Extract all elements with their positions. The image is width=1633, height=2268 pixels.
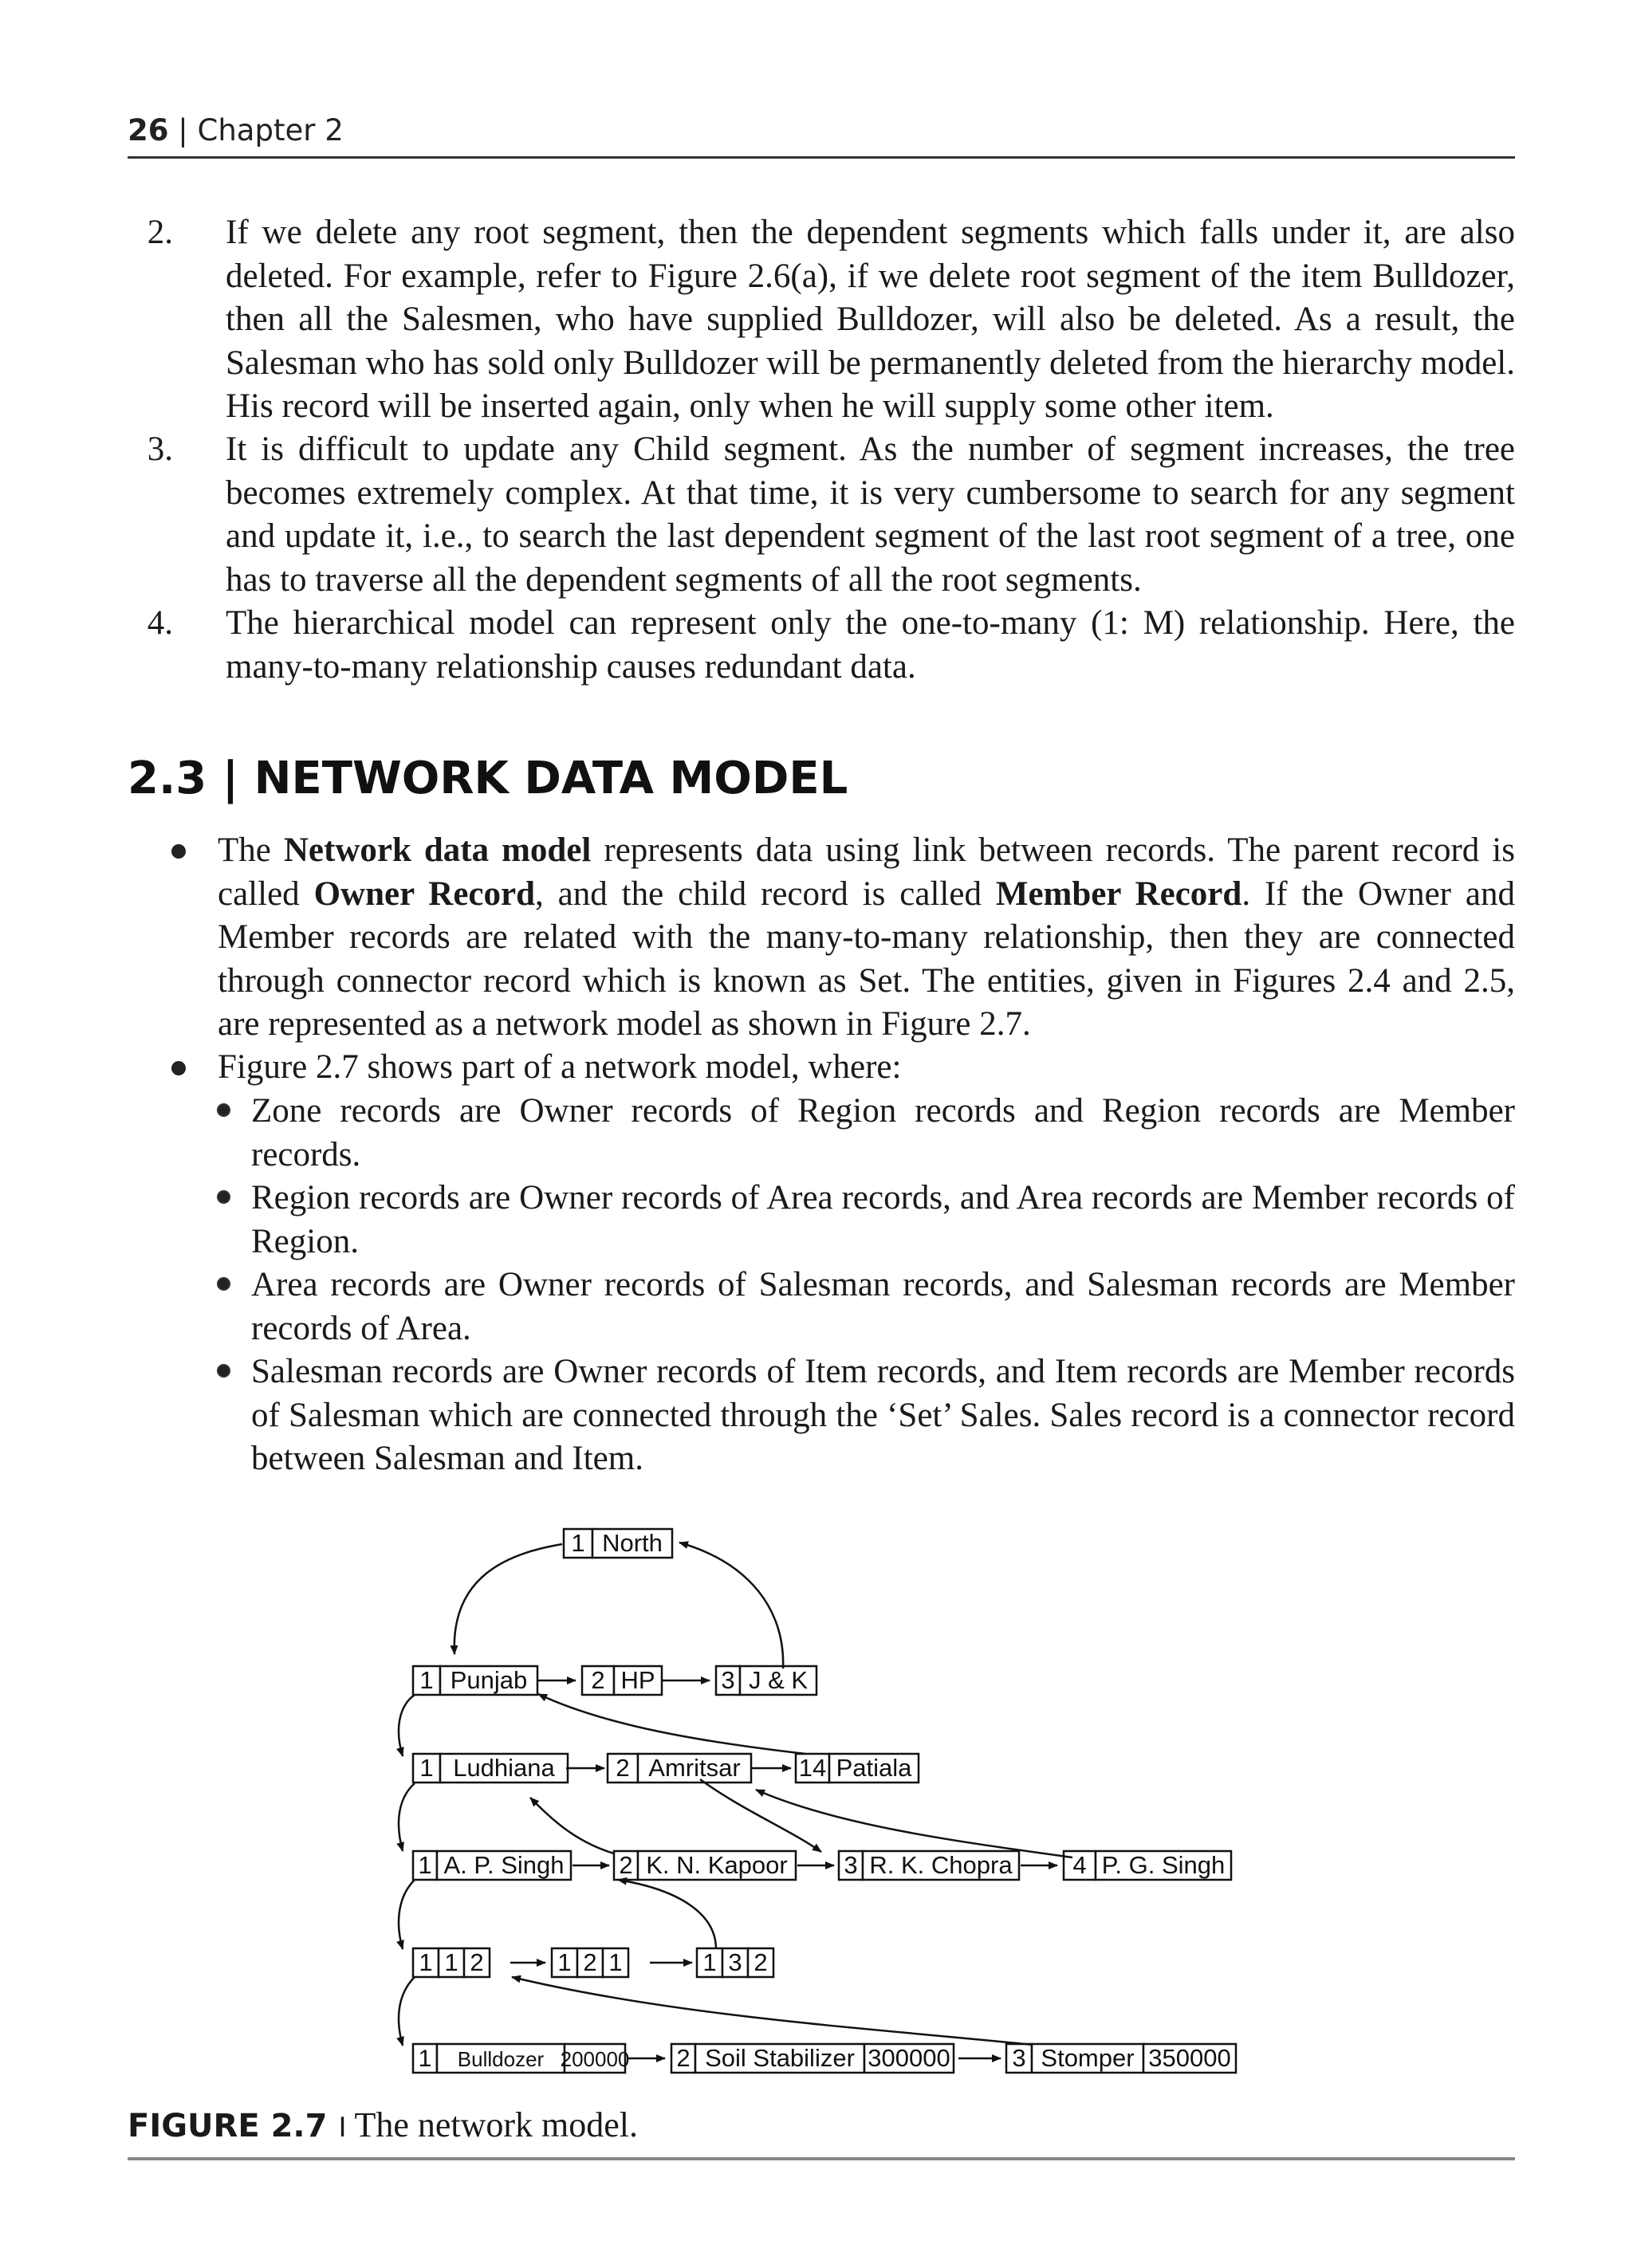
record-field-text: 1 <box>419 1754 434 1782</box>
record-field-text: 1 <box>557 1948 572 1976</box>
record-field-text: 1 <box>419 1666 434 1694</box>
record-field-text: P. G. Singh <box>1101 1851 1226 1879</box>
record-field-text: 1 <box>419 1948 433 1976</box>
arrow-sales3-knkapoor <box>618 1880 716 1949</box>
list-text: The hierarchical model can represent only the one-to-many (1: M) relationship. Here, the many-to-many relationship causes redundant data. <box>226 604 1515 686</box>
record-field-text: 2 <box>591 1666 605 1694</box>
arrow-north-punjab <box>454 1544 562 1654</box>
arrow-patiala-punjab <box>538 1694 805 1754</box>
salesman-record <box>1064 1851 1231 1880</box>
item-record <box>671 2044 954 2073</box>
page-number: 26 <box>128 113 169 147</box>
record-field-text: 2 <box>676 2044 691 2072</box>
record-field-text: R. K. Chopra <box>869 1851 1013 1879</box>
record-field-text: Patiala <box>836 1754 912 1782</box>
salesman-record <box>614 1851 796 1880</box>
sub-bullet: Area records are Owner records of Salesman records, and Salesman records are Member records of Area. <box>219 1264 1515 1350</box>
sales-record <box>697 1948 773 1977</box>
region-record <box>413 1666 537 1695</box>
record-field-text: 3 <box>721 1666 735 1694</box>
salesman-record <box>413 1851 571 1880</box>
record-field-text: 200000 <box>560 2047 630 2071</box>
sales-record <box>413 1948 490 1977</box>
record-field-text: 2 <box>470 1948 484 1976</box>
record-field-text: 300000 <box>868 2044 950 2072</box>
record-field-text: 3 <box>728 1948 742 1976</box>
record-field-text: A. P. Singh <box>443 1851 565 1879</box>
record-field-text: Soil Stabilizer <box>705 2044 855 2072</box>
record-field-text: 1 <box>571 1529 585 1557</box>
list-number: 3. <box>147 430 173 468</box>
arrow-pgsingh-amritsar <box>756 1790 1072 1857</box>
arrow-stomper-sales1 <box>512 1977 1033 2045</box>
record-field-text: 2 <box>754 1948 768 1976</box>
figure-caption-text: The network model. <box>354 2105 639 2144</box>
area-record <box>796 1754 919 1783</box>
record-field-text: 1 <box>608 1948 623 1976</box>
figure-rule <box>128 2157 1515 2160</box>
item-record <box>1006 2044 1236 2073</box>
record-field-text: Amritsar <box>648 1754 741 1782</box>
list-text: It is difficult to update any Child segment. As the number of segment increases, the tree becomes extremely complex. At that time, it is very cumbersome to search for any segment and update it, i.e., to search the last dependent segment of the last root segment of a tree, one has to traverse all the dependent segments of all the root segments. <box>226 430 1515 599</box>
record-field-text: 3 <box>844 1851 858 1879</box>
sub-bullet: Salesman records are Owner records of Item records, and Item records are Member records of Salesman which are connected through the ‘Set’ Sales. Sales record is a connector record between Salesman and Item. <box>219 1350 1515 1481</box>
record-field-text: Ludhiana <box>453 1754 555 1782</box>
region-record <box>582 1666 662 1695</box>
sub-bullet: Region records are Owner records of Area records, and Area records are Member records of Region. <box>219 1177 1515 1264</box>
record-field-text: 14 <box>798 1754 827 1782</box>
bullet-text: Figure 2.7 shows part of a network model, where: <box>218 1048 902 1086</box>
region-record <box>716 1666 816 1695</box>
record-field-text: Punjab <box>450 1666 528 1694</box>
record-field-text: 1 <box>702 1948 717 1976</box>
header-separator: | <box>178 113 198 147</box>
record-field-text: 2 <box>583 1948 597 1976</box>
record-field-text: K. N. Kapoor <box>646 1851 788 1879</box>
record-field-text: HP <box>620 1666 655 1694</box>
item-record <box>413 2044 629 2073</box>
list-number: 4. <box>147 604 173 642</box>
chapter-label: Chapter 2 <box>197 113 344 147</box>
record-field-text: Bulldozer <box>457 2047 545 2071</box>
section-heading: 2.3 | NETWORK DATA MODEL <box>128 753 848 804</box>
arrow-punjab-ludhiana <box>399 1695 415 1756</box>
diagram-links <box>399 1543 1072 2058</box>
figure-label: FIGURE 2.7 <box>128 2108 328 2144</box>
record-field-text: 1 <box>418 2046 432 2072</box>
record-field-text: J & K <box>748 1666 809 1694</box>
area-record <box>413 1754 568 1783</box>
figure-caption <box>128 2105 638 2145</box>
list-text: If we delete any root segment, then the dependent segments which falls under it, are also deleted. For example, refer to Figure 2.6(a), if we delete root segment of the item Bulldozer, then all the Salesmen, who have supplied Bulldozer, will also be deleted. As a result, the Salesman who has sold only Bulldozer will be permanently deleted from the hierarchy model. His record will be inserted again, only when he will supply some other item. <box>226 214 1515 425</box>
arrow-knkapoor-ludhiana <box>530 1798 614 1853</box>
sub-bullet: Zone records are Owner records of Region records and Region records are Member records. <box>219 1090 1515 1177</box>
list-number: 2. <box>147 214 173 251</box>
salesman-record <box>839 1851 1019 1880</box>
sales-record <box>552 1948 628 1977</box>
record-field-text: 2 <box>619 1851 633 1879</box>
arrow-ludhiana-apsingh <box>399 1783 415 1851</box>
record-field-text: North <box>602 1529 663 1557</box>
zone-record <box>564 1529 672 1558</box>
record-field-text: 1 <box>444 1948 458 1976</box>
arrow-amritsar-rkchopra <box>700 1779 821 1852</box>
record-field-text: 1 <box>418 1851 432 1879</box>
record-field-text: 2 <box>616 1754 630 1782</box>
record-field-text: 350000 <box>1148 2044 1231 2072</box>
bullet-text: The Network data model represents data using link between records. The parent record is called Owner Record, and the child record is called Member Record. If the Owner and Member records are related with the many-to-many relationship, then they are connected through connector record which is known as Set. The entities, given in Figures 2.4 and 2.5, are represented as a network model as shown in Figure 2.7. <box>218 831 1515 1043</box>
caption-separator: I <box>338 2112 347 2144</box>
record-field-text: Stomper <box>1041 2044 1135 2072</box>
arrow-sales-bulldozer <box>399 1977 415 2046</box>
record-field-text: 3 <box>1012 2044 1026 2072</box>
arrow-jk-north <box>679 1543 783 1669</box>
area-record <box>608 1754 751 1783</box>
arrow-apsingh-sales <box>399 1880 415 1949</box>
record-field-text: 4 <box>1072 1851 1087 1879</box>
record-boxes <box>413 1529 1236 2073</box>
